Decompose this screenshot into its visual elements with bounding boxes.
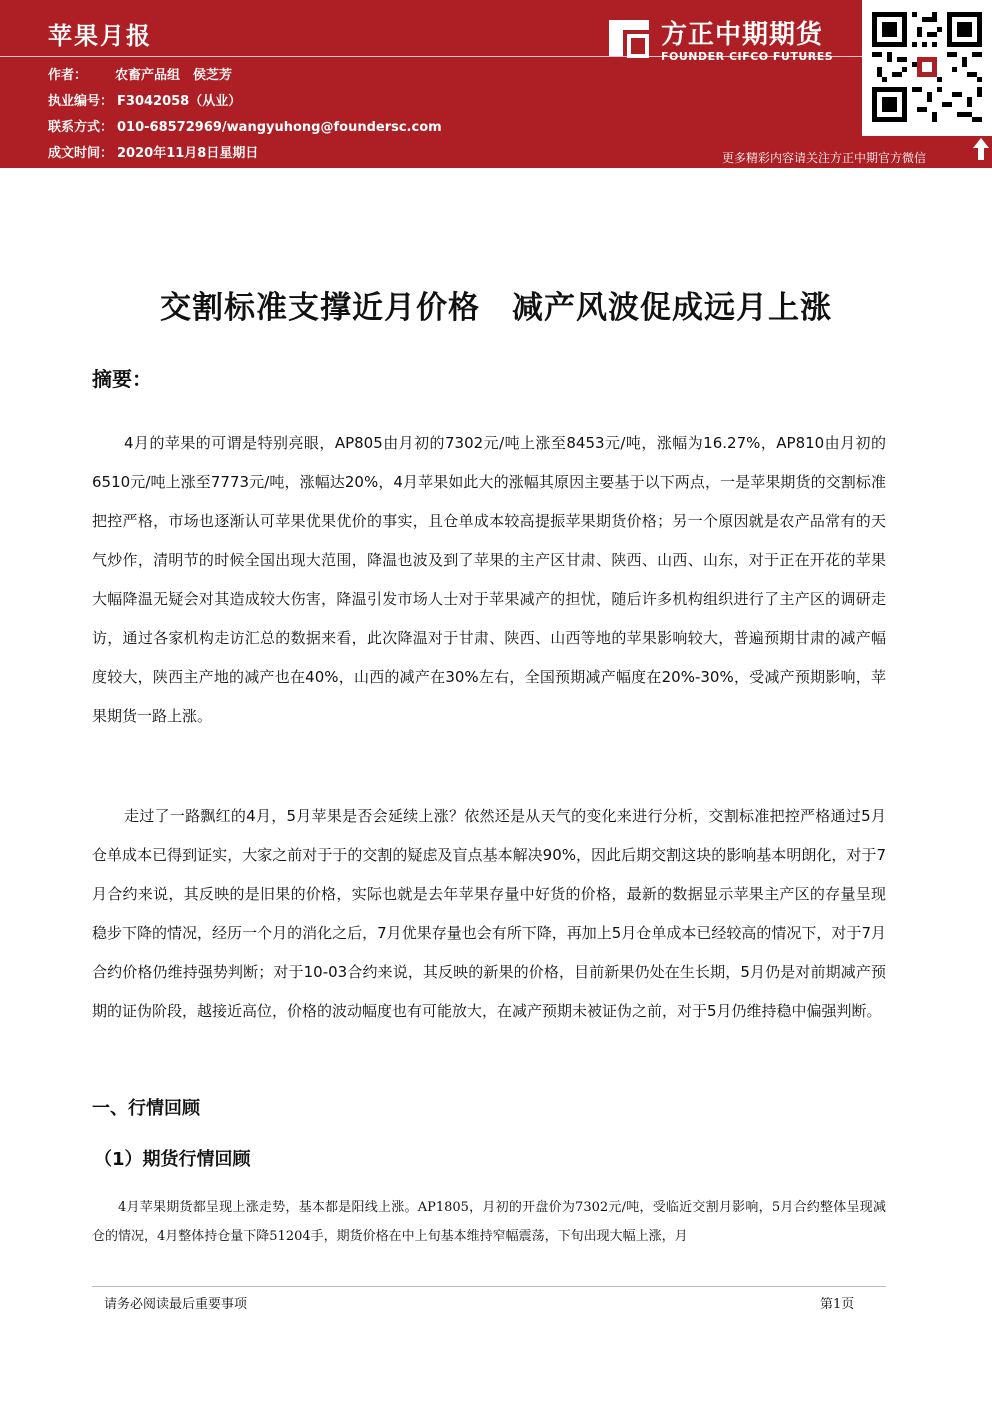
report-header: [0, 0, 992, 168]
license-label: 执业编号：: [48, 94, 114, 109]
body-paragraph: 4月苹果期货都呈现上涨走势，基本都是阳线上涨。AP1805，月初的开盘价为7302元/吨，受临近交割月影响，5月合约整体呈现减仓的情况，4月整体持仓量下降51204手，期货价格在中上旬基本维持窄幅震荡，下旬出现大幅上涨，月: [92, 1200, 886, 1244]
date-value: 2020年11月8日星期日: [117, 146, 259, 161]
author-label: 作者：: [48, 68, 88, 83]
date-label: 成文时间：: [48, 146, 114, 161]
logo-mark-icon: [605, 14, 653, 62]
arrow-up-icon: [972, 136, 990, 162]
abstract-paragraph-2: 走过了一路飘红的4月，5月苹果是否会延续上涨？依然还是从天气的变化来进行分析，交割标准把控严格通过5月仓单成本已得到证实，大家之前对于于的交割的疑虑及盲点基本解决90%，因此后期交割这块的影响基本明朗化，对于7月合约来说，其反映的是旧果的价格，实际也就是去年苹果存量中好货的价格，最新的数据显示苹果主产区的存量呈现稳步下降的情况，经历一个月的消化之后，7月优果存量也会有所下降，再加上5月仓单成本已经较高的情况下，对于7月合约价格仍维持强势判断；对于10-03合约来说，其反映的新果的价格，目前新果仍处在生长期，5月仍是对前期减产预期的证伪阶段，越接近高位，价格的波动幅度也有可能放大，在减产预期未被证伪之前，对于5月仍维持稳中偏强判断。: [92, 807, 886, 1020]
date-row: [48, 142, 258, 161]
license-row: [48, 90, 241, 109]
logo-chinese-name: 方正中期期货: [661, 20, 824, 50]
report-title: 交割标准支撑近月价格 减产风波促成远月上涨: [160, 290, 832, 326]
abstract-paragraph-1: 4月的苹果的可谓是特别亮眼，AP805由月初的7302元/吨上涨至8453元/吨，涨幅为16.27%，AP810由月初的6510元/吨上涨至7773元/吨，涨幅达20%，4月苹果如此大的涨幅其原因主要基于以下两点，一是苹果期货的交割标准把控严格，市场也逐渐认可苹果优果优价的事实，且仓单成本较高提振苹果期货价格；另一个原因就是农产品常有的天气炒作，清明节的时候全国出现大范围，降温也波及到了苹果的主产区甘肃、陕西、山西、山东，对于正在开花的苹果大幅降温无疑会对其造成较大伤害，降温引发市场人士对于苹果减产的担忧，随后许多机构组织进行了主产区的调研走访，通过各家机构走访汇总的数据来看，此次降温对于甘肃、陕西、山西等地的苹果影响较大，普遍预期甘肃的减产幅度较大，陕西主产地的减产也在40%，山西的减产在30%左右，全国预期减产幅度在20%-30%，受减产预期影响，苹果期货一路上涨。: [92, 434, 886, 725]
wechat-qr-code[interactable]: [862, 0, 992, 136]
author-value: 农畜产品组 侯芝芳: [115, 68, 233, 83]
contact-label: 联系方式：: [48, 120, 114, 135]
follow-wechat-text: 更多精彩内容请关注方正中期官方微信: [722, 151, 927, 165]
footer-disclaimer: 请务必阅读最后重要事项: [104, 1297, 248, 1312]
contact-value: 010-68572969/wangyuhong@foundersc.com: [117, 120, 442, 135]
abstract-heading: 摘要：: [92, 367, 152, 391]
page-number: 第1页: [820, 1297, 855, 1312]
author-row: [48, 64, 232, 83]
license-value: F3042058（从业）: [117, 94, 242, 109]
section-heading: 一、行情回顾: [92, 1098, 200, 1119]
sub-heading: （1）期货行情回顾: [94, 1149, 251, 1170]
footer-divider: [92, 1286, 886, 1287]
contact-row: [48, 116, 442, 135]
report-type-title: 苹果月报: [48, 22, 152, 50]
company-logo: [605, 12, 855, 72]
logo-english-name: FOUNDER CIFCO FUTURES: [661, 50, 834, 63]
qr-code-icon: [872, 8, 982, 126]
